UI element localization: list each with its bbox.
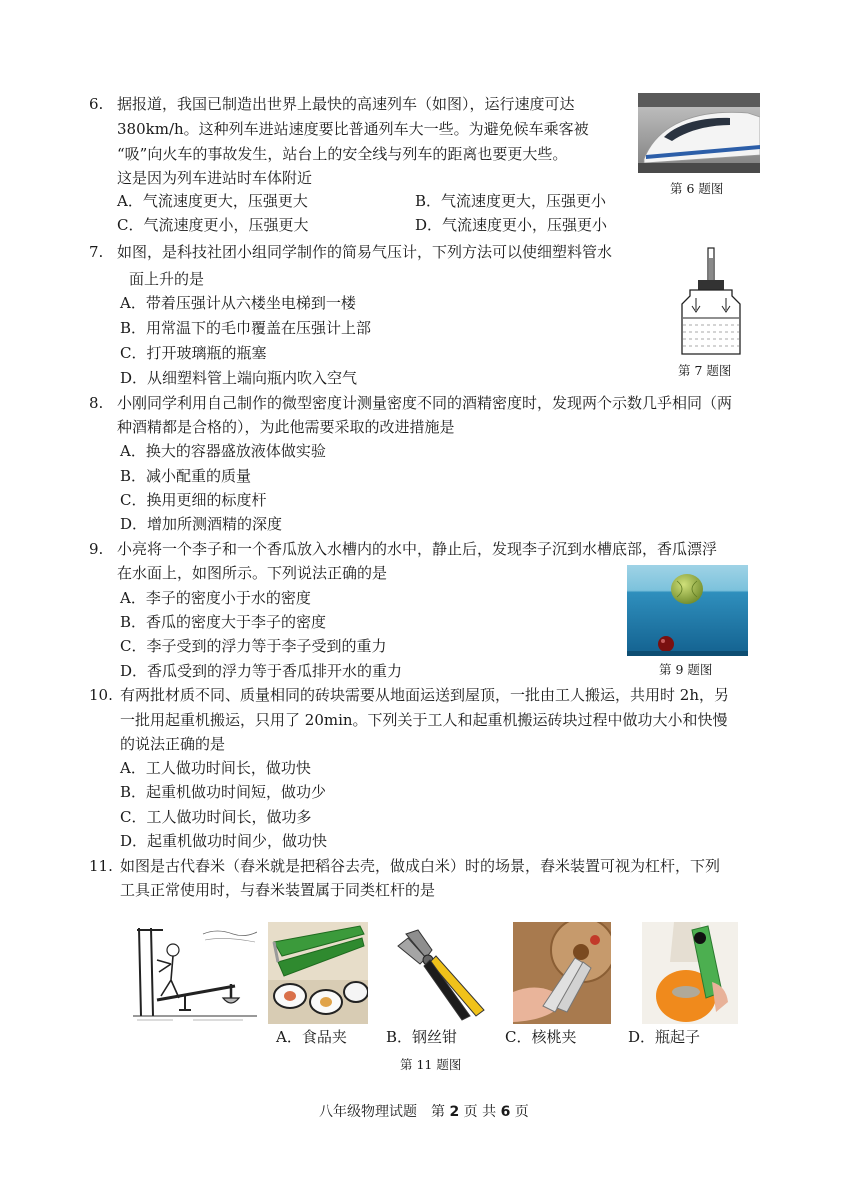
q9-stem-line-1: 小亮将一个李子和一个香瓜放入水槽内的水中，静止后，发现李子沉到水槽底部，香瓜漂浮 bbox=[117, 540, 718, 558]
q7-option-b: B．用常温下的毛巾覆盖在压强计上部 bbox=[120, 319, 372, 337]
q11-option-c: C．核桃夹 bbox=[505, 1028, 577, 1046]
q11-rice-pounder-figure bbox=[133, 924, 257, 1024]
q10-stem-line-2: 一批用起重机搬运，只用了 20min。下列关于工人和起重机搬运砖块过程中做功大小和快慢 bbox=[120, 711, 728, 729]
nutcracker-photo bbox=[513, 922, 611, 1024]
q6-number: 6. bbox=[89, 95, 104, 113]
q10-stem-line-3: 的说法正确的是 bbox=[120, 735, 226, 753]
q11-stem-line-2: 工具正常使用时，与舂米装置属于同类杠杆的是 bbox=[120, 881, 436, 899]
q6-option-a: A．气流速度更大，压强更大 bbox=[117, 192, 308, 210]
q7-stem-line-1: 如图，是科技社团小组同学制作的简易气压计，下列方法可以使细塑料管水 bbox=[117, 243, 613, 261]
q10-option-a: A．工人做功时间长，做功快 bbox=[120, 759, 311, 777]
q8-stem-line-1: 小刚同学利用自己制作的微型密度计测量密度不同的酒精密度时，发现两个示数几乎相同（两 bbox=[117, 394, 733, 412]
q11-option-b: B．钢丝钳 bbox=[386, 1028, 458, 1046]
footer-total-pages: 6 bbox=[500, 1104, 511, 1120]
q7-number: 7. bbox=[89, 243, 104, 261]
q10-option-c: C．工人做功时间长，做功多 bbox=[120, 808, 312, 826]
q6-option-b: B．气流速度更大，压强更小 bbox=[415, 192, 607, 210]
q8-stem-line-2: 种酒精都是合格的），为此他需要采取的改进措施是 bbox=[117, 418, 455, 436]
q7-option-d: D．从细塑料管上端向瓶内吹入空气 bbox=[120, 369, 358, 387]
q9-water-tank-figure bbox=[627, 565, 748, 656]
q11-option-a: A．食品夹 bbox=[276, 1028, 347, 1046]
q6-option-d: D．气流速度更小，压强更小 bbox=[415, 216, 608, 234]
q8-option-d: D．增加所测酒精的深度 bbox=[120, 515, 283, 533]
q8-option-c: C．换用更细的标度杆 bbox=[120, 491, 267, 509]
food-tongs-photo bbox=[268, 922, 368, 1024]
footer-title: 八年级物理试题 第 bbox=[319, 1104, 450, 1120]
q9-option-b: B．香瓜的密度大于李子的密度 bbox=[120, 613, 327, 631]
q10-number: 10. bbox=[89, 686, 113, 704]
q6-stem-line-2: 380km/h。这种列车进站速度要比普通列车大一些。为避免候车乘客被 bbox=[117, 120, 589, 138]
q8-option-a: A．换大的容器盛放液体做实验 bbox=[120, 442, 326, 460]
page-footer bbox=[319, 1101, 529, 1121]
q9-option-a: A．李子的密度小于水的密度 bbox=[120, 589, 311, 607]
q6-stem-line-1: 据报道，我国已制造出世界上最快的高速列车（如图），运行速度可达 bbox=[117, 95, 575, 113]
q9-option-c: C．李子受到的浮力等于李子受到的重力 bbox=[120, 637, 387, 655]
q11-option-d: D．瓶起子 bbox=[628, 1028, 701, 1046]
q8-option-b: B．减小配重的质量 bbox=[120, 467, 252, 485]
q7-barometer-figure bbox=[676, 246, 746, 358]
q7-option-c: C．打开玻璃瓶的瓶塞 bbox=[120, 344, 267, 362]
q10-stem-line-1: 有两批材质不同、质量相同的砖块需要从地面运送到屋顶，一批由工人搬运，共用时 2h，另 bbox=[120, 686, 729, 704]
q8-number: 8. bbox=[89, 394, 104, 412]
q9-option-d: D．香瓜受到的浮力等于香瓜排开水的重力 bbox=[120, 662, 403, 680]
q6-train-figure bbox=[638, 93, 760, 173]
q11-figure-caption: 第 11 题图 bbox=[400, 1057, 462, 1072]
q11-stem-line-1: 如图是古代舂米（舂米就是把稻谷去壳，做成白米）时的场景，舂米装置可视为杠杆，下列 bbox=[120, 857, 721, 875]
footer-page-number: 2 bbox=[449, 1104, 460, 1120]
q11-number: 11. bbox=[89, 857, 113, 875]
bottle-opener-photo bbox=[642, 922, 738, 1024]
footer-end: 页 bbox=[510, 1104, 529, 1120]
q6-stem-line-3: “吸”向火车的事故发生，站台上的安全线与列车的距离也要更大些。 bbox=[117, 145, 568, 163]
q7-stem-line-2: 面上升的是 bbox=[129, 270, 205, 288]
pliers-photo bbox=[392, 924, 490, 1024]
q6-option-c: C．气流速度更小，压强更大 bbox=[117, 216, 309, 234]
q7-figure-caption: 第 7 题图 bbox=[678, 363, 732, 378]
footer-middle: 页 共 bbox=[459, 1104, 501, 1120]
q10-option-b: B．起重机做功时间短，做功少 bbox=[120, 783, 327, 801]
q9-stem-line-2: 在水面上，如图所示。下列说法正确的是 bbox=[117, 564, 388, 582]
q6-figure-caption: 第 6 题图 bbox=[670, 181, 724, 196]
q9-number: 9. bbox=[89, 540, 104, 558]
q6-stem-line-4: 这是因为列车进站时车体附近 bbox=[117, 169, 313, 187]
q7-option-a: A．带着压强计从六楼坐电梯到一楼 bbox=[120, 294, 356, 312]
q10-option-d: D．起重机做功时间少，做功快 bbox=[120, 832, 328, 850]
q9-figure-caption: 第 9 题图 bbox=[659, 662, 713, 677]
